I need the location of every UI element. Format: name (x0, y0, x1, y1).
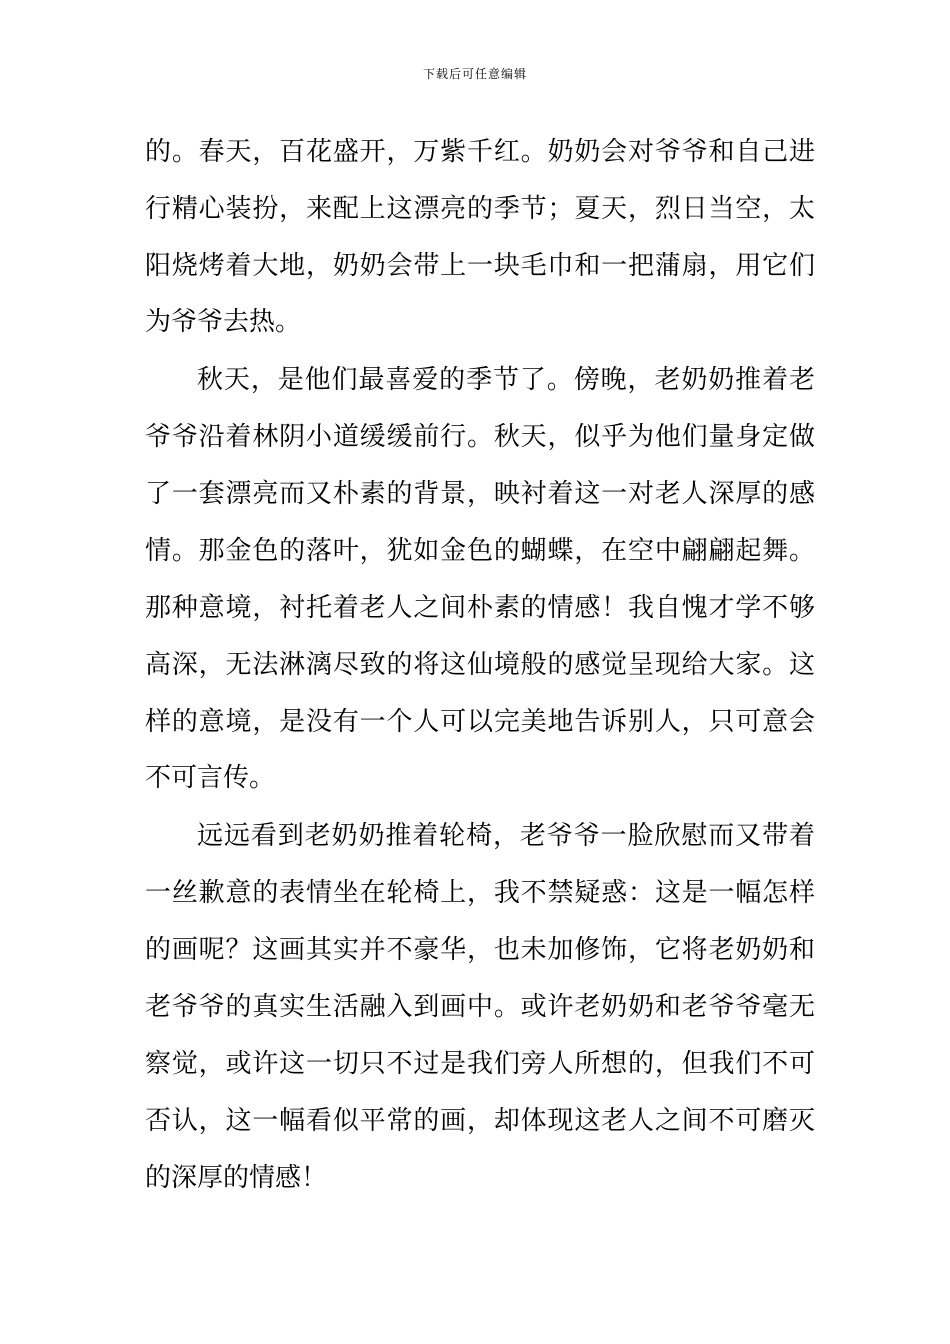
paragraph-2-line-7: 样的意境，是没有一个人可以完美地告诉别人，只可意会 (145, 707, 815, 737)
paragraph-1-line-4: 为爷爷去热。 (145, 307, 302, 337)
page-header: 下载后可任意编辑 (422, 67, 527, 81)
paragraph-3-line-6: 否认，这一幅看似平常的画，却体现这老人之间不可磨灭 (145, 1106, 815, 1136)
paragraph-3-line-1: 远远看到老奶奶推着轮椅，老爷爷一脸欣慰而又带着 (197, 821, 815, 851)
paragraph-2-line-2: 爷爷沿着林阴小道缓缓前行。秋天，似乎为他们量身定做 (145, 422, 815, 452)
paragraph-1-line-2: 行精心装扮，来配上这漂亮的季节；夏天，烈日当空，太 (145, 194, 815, 224)
paragraph-3-line-7: 的深厚的情感！ (145, 1163, 328, 1193)
paragraph-1-line-1: 的。春天，百花盛开，万紫千红。奶奶会对爷爷和自己进 (145, 137, 815, 167)
paragraph-2-line-8: 不可言传。 (145, 763, 276, 793)
paragraph-3-line-5: 察觉，或许这一切只不过是我们旁人所想的，但我们不可 (145, 1049, 815, 1079)
paragraph-3-line-3: 的画呢？这画其实并不豪华，也未加修饰，它将老奶奶和 (145, 935, 815, 965)
paragraph-2-line-3: 了一套漂亮而又朴素的背景，映衬着这一对老人深厚的感 (145, 479, 815, 509)
paragraph-3-line-2: 一丝歉意的表情坐在轮椅上，我不禁疑惑：这是一幅怎样 (145, 878, 815, 908)
paragraph-1-line-3: 阳烧烤着大地，奶奶会带上一块毛巾和一把蒲扇，用它们 (145, 251, 815, 281)
paragraph-2-line-4: 情。那金色的落叶，犹如金色的蝴蝶，在空中翩翩起舞。 (145, 536, 815, 566)
paragraph-2-line-1: 秋天，是他们最喜爱的季节了。傍晚，老奶奶推着老 (197, 365, 815, 395)
paragraph-2-line-5: 那种意境，衬托着老人之间朴素的情感！我自愧才学不够 (145, 593, 815, 623)
paragraph-3-line-4: 老爷爷的真实生活融入到画中。或许老奶奶和老爷爷毫无 (145, 992, 815, 1022)
paragraph-2-line-6: 高深，无法淋漓尽致的将这仙境般的感觉呈现给大家。这 (145, 650, 815, 680)
